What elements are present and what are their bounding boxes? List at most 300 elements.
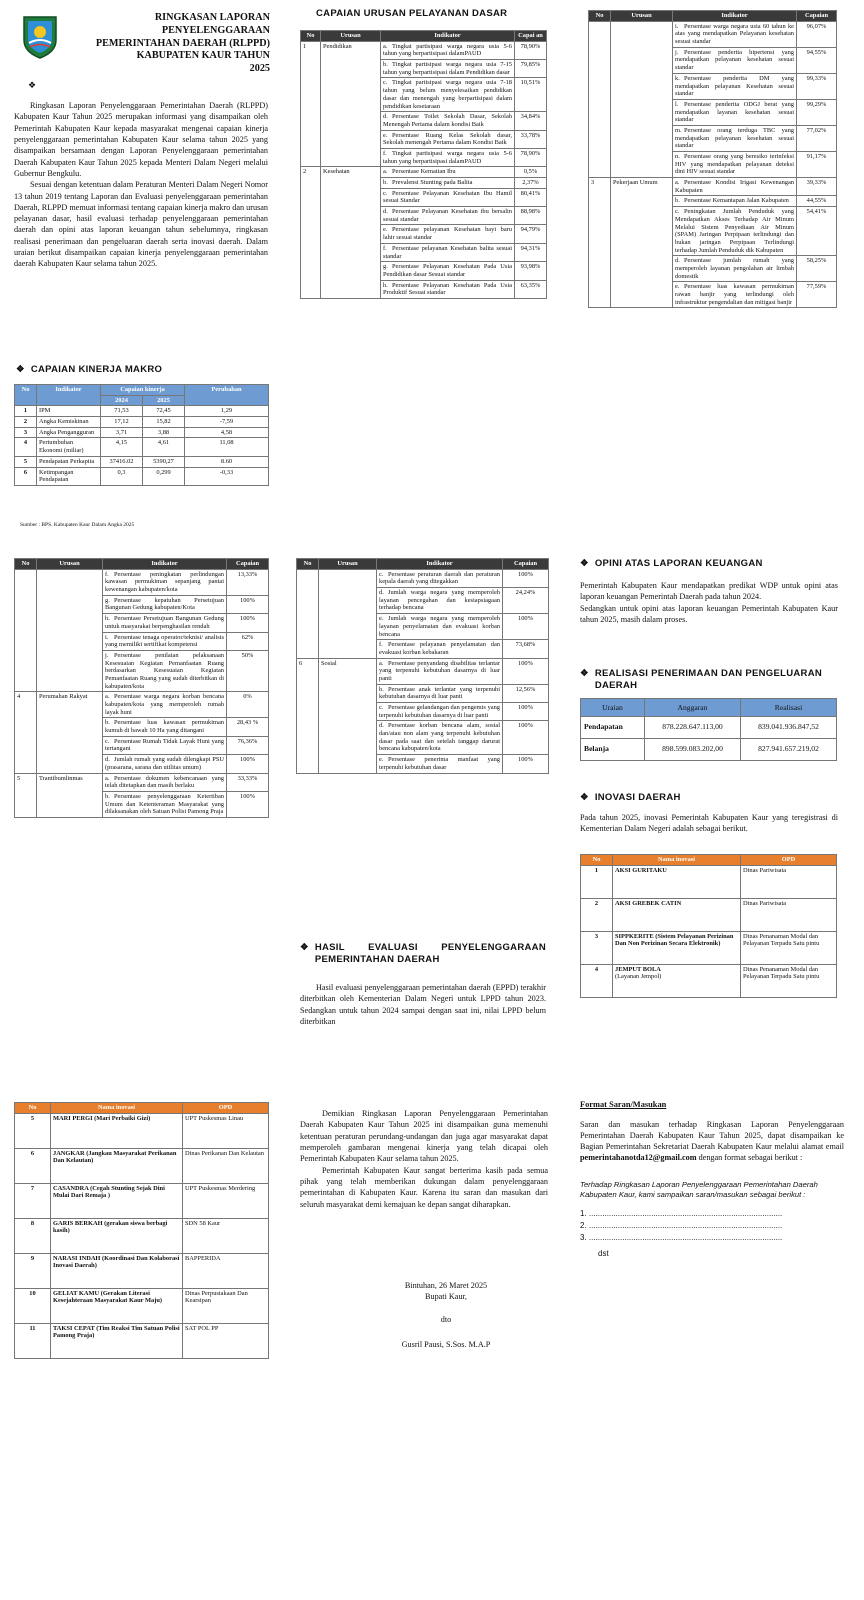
kaur-logo-icon <box>20 14 60 60</box>
inovasi-no: 3 <box>581 931 613 964</box>
inovasi-opd: BAPPERIDA <box>183 1253 269 1288</box>
indikator-cell <box>377 640 503 658</box>
indikator-letter: f. <box>383 149 387 157</box>
intro-panel <box>10 8 272 533</box>
urusan-no <box>15 569 37 692</box>
t1-header-urusan: Urusan <box>321 31 381 42</box>
inovasi-opd: Dinas Pariwisata <box>741 898 837 931</box>
capaian-cell: 100% <box>503 569 549 587</box>
urusan-no: 1 <box>301 41 321 167</box>
indikator-cell <box>673 196 797 207</box>
makro-cell-indikator: IPM <box>37 406 101 417</box>
indikator-letter: i. <box>675 22 679 30</box>
makro-cell-perubahan: -7,59 <box>185 417 269 428</box>
makro-cell-2024: 4,15 <box>101 438 143 456</box>
realisasi-value: 878.228.647.113,00 <box>645 717 741 739</box>
evaluasi-heading: ❖ HASIL EVALUASI PENYELENGGARAAN PEMERINTAHAN DAERAH <box>300 942 546 965</box>
capaian-cell: 28,43 % <box>227 718 269 736</box>
capaian-cell: 44,55% <box>797 196 837 207</box>
indikator-text: Persentase anak terlantar yang terpenuhi kebutuhan dasarnya di luar panti <box>379 685 500 701</box>
makro-cell-2025: 15,82 <box>143 417 185 428</box>
inovasi-no: 10 <box>15 1288 51 1323</box>
inovasi-name: JANGKAR (Jangkau Masyarakat Perikanan Dan Kelautan) <box>51 1148 183 1183</box>
makro-cell-no: 1 <box>15 406 37 417</box>
t2-header-indikator: Indikator <box>673 11 797 22</box>
inovasi2-header-opd: OPD <box>183 1103 269 1114</box>
signature-block <box>366 1280 526 1350</box>
indikator-text: Persentase penyandang disabilitas terlantar yang terpenuhi kebutuhan dasarnya di luar panti <box>379 659 500 682</box>
capaian-cell: 96,07% <box>797 21 837 47</box>
t3-header-urusan: Urusan <box>37 559 103 570</box>
t2-header-capaian: Capaian <box>797 11 837 22</box>
indikator-cell <box>103 736 227 754</box>
opini-text-1: Pemerintah Kabupaten Kaur mendapatkan predikat WDP untuk opini atas laporan keuangan Pemerintah Daerah pada tahun 2024. <box>580 581 838 602</box>
penutup-text-2: Pemerintah Kabupaten Kaur sangat berterima kasih pada semua pihak yang telah memberikan dukungan dalam penyelenggaraan pemerintahan di Kabupaten Kaur. Karena itu saran dan masukan dari seluruh masyarakat demi kemajuan ke depan sangat diharapkan. <box>300 1165 548 1209</box>
indikator-letter: c. <box>379 704 384 711</box>
indikator-text: Peningkatan Jumlah Penduduk yang Mendapatkan Akses Terhadap Air Minum Melalui Sistem Penyediaan Air Minum (SPAM) Jaringan Perpipaan terlindungi dan bukan jaringan Perpipaan Terlindungi terhadap Jumlah Penduduk dik Kabupaten <box>675 208 794 254</box>
makro-cell-no: 4 <box>15 438 37 456</box>
indikator-letter: c. <box>379 570 384 578</box>
t4-header-indikator: Indikator <box>377 559 503 570</box>
makro-header-2024: 2024 <box>101 395 143 406</box>
makro-row <box>15 417 269 428</box>
t1-header-capaian: Capai an <box>515 31 547 42</box>
opini-text-2: Sedangkan untuk opini atas laporan keuangan Pemerintah Kabupaten Kaur tahun 2025, masih dalam proses. <box>580 603 838 624</box>
inovasi-no: 5 <box>15 1113 51 1148</box>
indikator-cell <box>103 569 227 595</box>
indikator-letter: a. <box>105 693 110 701</box>
intro-paragraph-2: Sesuai dengan ketentuan dalam Peraturan Menteri Dalam Negeri Nomor 13 tahun 2019 tentang Laporan dan Evaluasi penyelenggaraan pemerintahan Daerah, RLPPD memuat informasi tentang capaian kinerja makro dan urusan pelayanan dasar, hasil evaluasi terhadap penyelenggaraan pemerintahan daerah dan opini atas laporan keuangan tahun sebelumnya, ringkasan realisasi penerimaan dan pengeluaran daerah serta inovasi daerah. Dalam uraian berikut disampaikan capaian kinerja penyelenggaraan pemerintahan daerah Kabupaten Kaur selama tahun 2025. <box>14 180 268 269</box>
indikator-text: Tingkat partisipasi warga negara usia 5-6 tahun yang berpartisipasi dalamPAUD <box>383 149 512 165</box>
makro-header-2025: 2025 <box>143 395 185 406</box>
makro-cell-2025: 5390,27 <box>143 456 185 467</box>
evaluasi-section <box>296 940 550 1060</box>
inovasi-no: 4 <box>581 964 613 997</box>
realisasi-value: 839.041.936.847,52 <box>741 717 837 739</box>
penutup-text-1: Demikian Ringkasan Laporan Penyelenggaraan Pemerintahan Daerah Kabupaten Kaur Tahun 2025 ini disampaikan guna memenuhi ketentuan peraturan perundang-undangan dan juga agar masyarakat dapat memperoleh gambaran mengenai kinerja yang telah dicapai oleh Pemerintah Kabupaten Kaur selama tahun 2025. <box>300 1109 548 1164</box>
indikator-letter: f. <box>105 570 109 578</box>
inovasi-header-nama: Nama inovasi <box>613 855 741 866</box>
indikator-row <box>297 569 549 587</box>
inovasi-opd: SAT POL PP <box>183 1323 269 1358</box>
indikator-cell <box>381 188 515 206</box>
makro-cell-2024: 3,71 <box>101 427 143 438</box>
indikator-cell <box>103 614 227 632</box>
indikator-row <box>589 178 837 196</box>
pelayanan-table-2 <box>588 10 837 308</box>
t4-header-urusan: Urusan <box>319 559 377 570</box>
makro-source: Sumber : BPS. Kabupaten Kaur Dalam Angka 2025 <box>20 522 135 528</box>
indikator-text: Persentase Pelayanan Kesehatan Pada Usia Produktif Sesuai standar <box>383 281 512 297</box>
indikator-text: Persentase penerima manfaat yang terpenuhi kebutuhan dasar <box>379 756 500 771</box>
saran-panel <box>580 1100 844 1350</box>
indikator-text: Persentase Pelayanan Kesehatan ibu bersalin sesuai standar <box>383 208 512 223</box>
capaian-cell: 100% <box>227 595 269 613</box>
indikator-cell <box>377 658 503 684</box>
makro-row <box>15 456 269 467</box>
indikator-text: Persentase penderita DM yang mendapatkan pelayanan Kesehatan sesuai standar <box>675 74 794 98</box>
indikator-cell <box>673 282 797 308</box>
makro-cell-2025: 3,88 <box>143 427 185 438</box>
inovasi-no: 7 <box>15 1183 51 1218</box>
indikator-cell <box>377 703 503 721</box>
capaian-cell: 100% <box>503 614 549 640</box>
indikator-text: Persentase jumlah rumah yang memperoleh layanan pengolahan air limbah domestik <box>675 257 794 280</box>
indikator-cell <box>673 73 797 99</box>
inovasi-opd: Dinas Penanaman Modal dan Pelayanan Terpadu Satu pintu <box>741 931 837 964</box>
indikator-letter: d. <box>383 208 388 216</box>
makro-cell-2025: 4,61 <box>143 438 185 456</box>
capaian-cell: 93,98% <box>515 262 547 280</box>
capaian-cell: 94,55% <box>797 47 837 73</box>
indikator-text: Jumlah warga negara yang memperoleh layanan penyelamatan dan evakuasi korban bencana <box>379 615 500 638</box>
indikator-letter: h. <box>383 281 388 289</box>
t4-header-capaian: Capaian <box>503 559 549 570</box>
indikator-cell <box>673 21 797 47</box>
indikator-text: Persentase luas kawasan permukiman rawan banjir yang terlindungi oleh infrastruktur pengendalian dan mitigasi banjir <box>675 283 794 306</box>
makro-cell-no: 2 <box>15 417 37 428</box>
t3-header-indikator: Indikator <box>103 559 227 570</box>
inovasi-row <box>15 1288 269 1323</box>
indikator-letter: b. <box>383 179 388 186</box>
indikator-cell <box>103 773 227 791</box>
inovasi-name-cell <box>613 931 741 964</box>
urusan-no: 2 <box>301 167 321 299</box>
indikator-letter: e. <box>675 283 680 291</box>
indikator-letter: i. <box>105 633 109 641</box>
inovasi-table-1 <box>580 854 837 998</box>
indikator-letter: j. <box>105 651 109 659</box>
inovasi-no: 2 <box>581 898 613 931</box>
indikator-text: Persentase Toilet Sekolah Dasar, Sekolah Menengah Pertama dalam kondisi Baik <box>383 113 512 128</box>
urusan-name: Pekerjaan Umum <box>611 178 673 308</box>
indikator-cell <box>377 588 503 614</box>
urusan-name <box>319 569 377 658</box>
indikator-letter: e. <box>379 756 384 764</box>
makro-row <box>15 467 269 485</box>
indikator-text: Persentase Pelayanan Kesehatan Pada Usia Pendidikan dasar Sesuai standar <box>383 263 512 278</box>
realisasi-value: 827.941.657.219,02 <box>741 739 837 761</box>
inovasi-row <box>581 964 837 997</box>
capaian-cell: 78,90% <box>515 41 547 59</box>
indikator-letter: h. <box>105 615 110 623</box>
indikator-letter: e. <box>383 131 388 139</box>
indikator-cell <box>103 718 227 736</box>
indikator-cell <box>103 755 227 773</box>
indikator-text: Persentase penderita ODGJ berat yang mendapatkan layanan kesehatan sesuai standar <box>675 100 794 124</box>
opini-heading: ❖ OPINI ATAS LAPORAN KEUANGAN <box>580 558 763 569</box>
urusan-name: Kesehatan <box>321 167 381 299</box>
makro-cell-no: 6 <box>15 467 37 485</box>
makro-header-capaian: Capaian kinerja <box>101 385 185 396</box>
inovasi-row <box>581 865 837 898</box>
saran-email[interactable]: pemerintahanotda12@gmail.com <box>580 1153 697 1163</box>
capaian-cell: 39,33% <box>797 178 837 196</box>
indikator-text: Tingkat partisipasi warga negara usia 7-18 tahun yang belum menyelesaikan pendidikan dasar dan menengah yang berpartisipasi dalam pendidikan kesetaraan <box>383 79 512 110</box>
indikator-text: Persentase tenaga operator/teknisi/ analisis yang memiliki sertifikat kompetensi <box>105 633 224 649</box>
indikator-text: Persentase penderita hipertensi yang mendapatkan pelayanan kesehatan sesuai standar <box>675 48 794 72</box>
makro-cell-2024: 71,53 <box>101 406 143 417</box>
capaian-cell: 77,02% <box>797 125 837 151</box>
indikator-row <box>15 692 269 718</box>
indikator-text: Persentase pelayanan Kesehatan balita sesuai standar <box>383 244 512 260</box>
capaian-cell: 78,90% <box>515 148 547 166</box>
indikator-text: Persentase gelandangan dan pengemis yang terpenuhi kebutuhan dasarnya di luar panti <box>379 704 500 719</box>
urusan-name: Trantibumlinmas <box>37 773 103 817</box>
capaian-cell: 0,5% <box>515 167 547 178</box>
makro-cell-indikator: Angka Kemiskinan <box>37 417 101 428</box>
makro-cell-perubahan: 4,58 <box>185 427 269 438</box>
makro-cell-2024: 17,12 <box>101 417 143 428</box>
capaian-cell: 58,25% <box>797 256 837 282</box>
saran-text: Saran dan masukan terhadap Ringkasan Laporan Penyelenggaraan Pemerintahan Daerah Kabupaten Kaur Tahun 2025, dapat disampaikan ke Bagian Pemerintahan Sekretariat Daerah Kabupaten Kaur melalui alamat email pemerintahanotda12@gmail.com dengan format sebagai berikut : <box>580 1119 844 1163</box>
capaian-cell: 54,41% <box>797 207 837 256</box>
indikator-text: Persentase Ruang Kelas Sekolah dasar, Sekolah menengah Pertama dalam Kondisi Baik <box>383 131 512 147</box>
capaian-cell: 13,33% <box>227 569 269 595</box>
makro-heading: ❖ CAPAIAN KINERJA MAKRO <box>16 364 163 375</box>
capaian-cell: 34,84% <box>515 112 547 130</box>
indikator-letter: a. <box>675 179 680 187</box>
capaian-cell: 76,36% <box>227 736 269 754</box>
indikator-letter: m. <box>675 126 682 134</box>
capaian-cell: 50% <box>227 650 269 691</box>
urusan-no: 5 <box>15 773 37 817</box>
makro-row <box>15 438 269 456</box>
indikator-letter: a. <box>379 659 384 667</box>
inovasi-opd: Dinas Penanaman Modal dan Pelayanan Terpadu Satu pintu <box>741 964 837 997</box>
pelayanan-panel-3 <box>10 556 272 1072</box>
indikator-cell <box>103 595 227 613</box>
pelayanan-table-4 <box>296 558 549 774</box>
inovasi-table-2 <box>14 1102 269 1359</box>
capaian-cell: 88,98% <box>515 207 547 225</box>
capaian-cell: 2,37% <box>515 178 547 189</box>
indikator-letter: b. <box>105 719 110 727</box>
inovasi-name-cell <box>613 964 741 997</box>
makro-cell-indikator: Angka Pengangguran <box>37 427 101 438</box>
pelayanan-table-1 <box>300 30 547 299</box>
t4-header-no: No <box>297 559 319 570</box>
indikator-cell <box>381 60 515 78</box>
capaian-cell: 100% <box>227 791 269 817</box>
makro-cell-indikator: Pendapatan Perkapita <box>37 456 101 467</box>
inovasi2-header-nama: Nama inovasi <box>51 1103 183 1114</box>
indikator-letter: d. <box>379 722 384 730</box>
inovasi-row <box>15 1113 269 1148</box>
indikator-letter: c. <box>383 79 388 87</box>
t3-header-no: No <box>15 559 37 570</box>
indikator-text: Persentase korban bencana alam, sosial dan/atau non alam yang terpenuhi kebutuhan dasar pada saat dan setelah tanggap darurat bencana kabupaten/kota <box>379 722 500 753</box>
indikator-cell <box>673 207 797 256</box>
capaian-cell: 73,68% <box>503 640 549 658</box>
indikator-letter: d. <box>379 589 384 597</box>
indikator-cell <box>103 632 227 650</box>
penutup-panel <box>296 1108 552 1368</box>
indikator-cell <box>673 178 797 196</box>
indikator-cell <box>381 78 515 112</box>
makro-cell-2025: 72,45 <box>143 406 185 417</box>
indikator-text: Persentase Kondisi Irigasi Kewenangan Kabupaten <box>675 179 794 194</box>
indikator-cell <box>103 791 227 817</box>
makro-header-indikator: Indikator <box>37 385 101 406</box>
bullet-diamond: ❖ <box>28 80 37 90</box>
capaian-cell: 100% <box>503 721 549 755</box>
indikator-cell <box>103 692 227 718</box>
inovasi-name: JEMPUT BOLA <box>615 965 661 973</box>
inovasi-row <box>15 1148 269 1183</box>
capaian-cell: 100% <box>227 614 269 632</box>
inovasi-no: 8 <box>15 1218 51 1253</box>
inovasi-panel-2 <box>10 1100 272 1430</box>
indikator-letter: n. <box>675 153 680 160</box>
inovasi-opd: SDN 58 Kaur <box>183 1218 269 1253</box>
realisasi-label: Belanja <box>581 739 645 761</box>
indikator-text: Persentase pelayanan penyelamatan dan evakuasi korban kebakaran <box>379 641 500 656</box>
realisasi-header: Realisasi <box>741 699 837 717</box>
urusan-no: 4 <box>15 692 37 773</box>
inovasi-name-cell <box>613 898 741 931</box>
capaian-cell: 79,85% <box>515 60 547 78</box>
realisasi-heading: ❖ REALISASI PENERIMAAN DAN PENGELUARAN DAERAH <box>580 668 823 691</box>
indikator-cell <box>381 262 515 280</box>
indikator-letter: b. <box>379 685 384 693</box>
makro-cell-no: 5 <box>15 456 37 467</box>
t3-header-capaian: Capaian <box>227 559 269 570</box>
capaian-cell: 24,24% <box>503 588 549 614</box>
saran-line-2[interactable]: 2. ....................................................................................... <box>580 1221 783 1231</box>
makro-cell-perubahan: -0,33 <box>185 467 269 485</box>
saran-heading: Format Saran/Masukan <box>580 1100 667 1109</box>
indikator-cell <box>673 125 797 151</box>
indikator-text: Persentase Kemantapan Jalan Kabupaten <box>684 197 789 205</box>
indikator-letter: e. <box>383 226 388 234</box>
makro-cell-no: 3 <box>15 427 37 438</box>
indikator-letter: b. <box>383 61 388 69</box>
bullet-icon: ❖ <box>300 942 309 953</box>
inovasi-no: 6 <box>15 1148 51 1183</box>
sign-role: Bupati Kaur, <box>425 1292 467 1302</box>
inovasi-header-no: No <box>581 855 613 866</box>
inovasi-no: 9 <box>15 1253 51 1288</box>
saran-line-3[interactable]: 3. ....................................................................................... <box>580 1233 783 1243</box>
indikator-cell <box>377 569 503 587</box>
inovasi-opd: Dinas Perikanan Dan Kelautan <box>183 1148 269 1183</box>
indikator-cell <box>381 280 515 298</box>
indikator-cell <box>381 112 515 130</box>
capaian-cell: 33,78% <box>515 130 547 148</box>
indikator-cell <box>103 650 227 691</box>
urusan-no: 3 <box>589 178 611 308</box>
indikator-row <box>15 569 269 595</box>
indikator-cell <box>377 721 503 755</box>
t1-header-no: No <box>301 31 321 42</box>
inovasi-name: NARASI INDAH (Koordinasi Dan Kolaborasi Inovasi Daerah) <box>51 1253 183 1288</box>
capaian-cell: 12,56% <box>503 684 549 702</box>
capaian-cell: 10,51% <box>515 78 547 112</box>
intro-paragraph-1: Ringkasan Laporan Penyelenggaraan Pemerintahan Daerah (RLPPD) Kabupaten Kaur Tahun 2025 merupakan informasi yang disampaikan oleh Pemerintah Kabupaten Kaur kepada masyarakat mengenai capaian kinerja penyelenggaraan pemerintahan Kabupaten Kaur selama tahun 2025 yang disampaikan bersamaan dengan Laporan Penyelenggaraan pemerintahan Daerah Kabupaten Kaur Tahun 2025 kepada Menteri Dalam Negeri melalui Gubernur Bengkulu. <box>14 101 268 178</box>
indikator-letter: b. <box>105 792 110 800</box>
indikator-cell <box>673 47 797 73</box>
realisasi-table <box>580 698 837 761</box>
makro-row <box>15 406 269 417</box>
indikator-letter: j. <box>675 48 679 56</box>
indikator-letter: g. <box>383 263 388 271</box>
makro-cell-perubahan: 1,29 <box>185 406 269 417</box>
bullet-icon: ❖ <box>16 364 25 375</box>
inovasi-row <box>581 898 837 931</box>
inovasi-opd: UPT Puskesmas Merdering <box>183 1183 269 1218</box>
makro-table <box>14 384 269 486</box>
inovasi-name-cell <box>613 865 741 898</box>
capaian-cell: 80,41% <box>515 188 547 206</box>
t1-header-indikator: Indikator <box>381 31 515 42</box>
urusan-name: Sosial <box>319 658 377 773</box>
saran-line-1[interactable]: 1. ....................................................................................... <box>580 1209 783 1219</box>
t2-header-no: No <box>589 11 611 22</box>
capaian-cell: 77,59% <box>797 282 837 308</box>
capaian-cell: 62% <box>227 632 269 650</box>
inovasi-name: AKSI GREBEK CATIN <box>615 899 682 907</box>
indikator-text: Persentase kepatuhan Persetujuan Bangunan Gedung kabupaten/Kota <box>105 596 224 612</box>
capaian-cell: 94,79% <box>515 225 547 243</box>
indikator-cell <box>381 41 515 59</box>
indikator-letter: a. <box>383 168 388 176</box>
realisasi-value: 898.599.083.202,00 <box>645 739 741 761</box>
inovasi-name: MARI PERGI (Mari Perbaiki Gizi) <box>51 1113 183 1148</box>
indikator-letter: c. <box>675 208 680 216</box>
indikator-letter: e. <box>379 615 384 623</box>
inovasi-sub: (Layanan Jempol) <box>615 973 662 981</box>
indikator-text: Jumlah rumah yang sudah dilengkapi PSU (prasarana, sarana dan utilitas umum) <box>105 756 224 771</box>
indikator-cell <box>673 256 797 282</box>
indikator-cell <box>381 225 515 243</box>
makro-cell-indikator: Ketimpangan Pendapatan <box>37 467 101 485</box>
pelayanan-panel-2 <box>584 8 840 553</box>
inovasi-name: SIPPKERITE (Sistem Pelayanan Perizinan Dan Non Perizinan Secara Elektronik) <box>615 932 734 948</box>
capaian-cell: 63,35% <box>515 280 547 298</box>
indikator-cell <box>381 167 515 178</box>
indikator-cell <box>381 178 515 189</box>
urusan-name: Perumahan Rakyat <box>37 692 103 773</box>
indikator-cell <box>381 130 515 148</box>
capaian-cell: 100% <box>503 755 549 773</box>
capaian-cell: 94,31% <box>515 243 547 261</box>
indikator-letter: g. <box>105 596 110 604</box>
bullet-icon: ❖ <box>580 792 589 803</box>
pelayanan-heading: CAPAIAN URUSAN PELAYANAN DASAR <box>316 8 508 19</box>
indikator-text: Persentase dokumen kebencanaan yang telah ditetapkan dan masih berlaku <box>105 774 224 790</box>
pelayanan-table-3 <box>14 558 269 818</box>
capaian-cell: 0% <box>227 692 269 718</box>
indikator-row <box>301 167 547 178</box>
indikator-text: Persentase pelayanan Kesehatan bayi baru lahir sesuai standar <box>383 226 512 242</box>
indikator-cell <box>381 243 515 261</box>
inovasi-name: TAKSI CEPAT (Tim Reaksi Tim Satuan Polisi Pamong Praja) <box>51 1323 183 1358</box>
inovasi-row <box>15 1183 269 1218</box>
inovasi-name: CASANDRA (Cegah Stunting Sejak Dini Mulai Dari Remaja ) <box>51 1183 183 1218</box>
capaian-cell: 33,33% <box>227 773 269 791</box>
realisasi-header: Anggaran <box>645 699 741 717</box>
indikator-text: Persentase Pelayanan Kesehatan Ibu Hamil sesuai Standar <box>383 189 512 205</box>
saran-italic: Terhadap Ringkasan Laporan Penyelenggaraan Pemerintahan Daerah Kabupaten Kaur, kami sampaikan saran/masukan sebagai berikut : <box>580 1179 818 1199</box>
inovasi-no: 1 <box>581 865 613 898</box>
inovasi-text: Pada tahun 2025, inovasi Pemerintah Kabupaten Kaur yang teregistrasi di Kementerian Dalam Negeri adalah sebagai berikut. <box>580 813 838 834</box>
makro-row <box>15 427 269 438</box>
indikator-text: Persentase Persetujuan Bangunan Gedung untuk masyarakat berpenghasilan rendah <box>105 615 224 630</box>
saran-dst: dst <box>598 1249 609 1259</box>
inovasi-name: GARIS BERKAH (gerakan siswa berbagi kasih) <box>51 1218 183 1253</box>
indikator-text: Persentase warga negara usia 60 tahun ke atas yang mendapatkan Pelayanan kesehatan sesuai standar <box>675 22 794 46</box>
